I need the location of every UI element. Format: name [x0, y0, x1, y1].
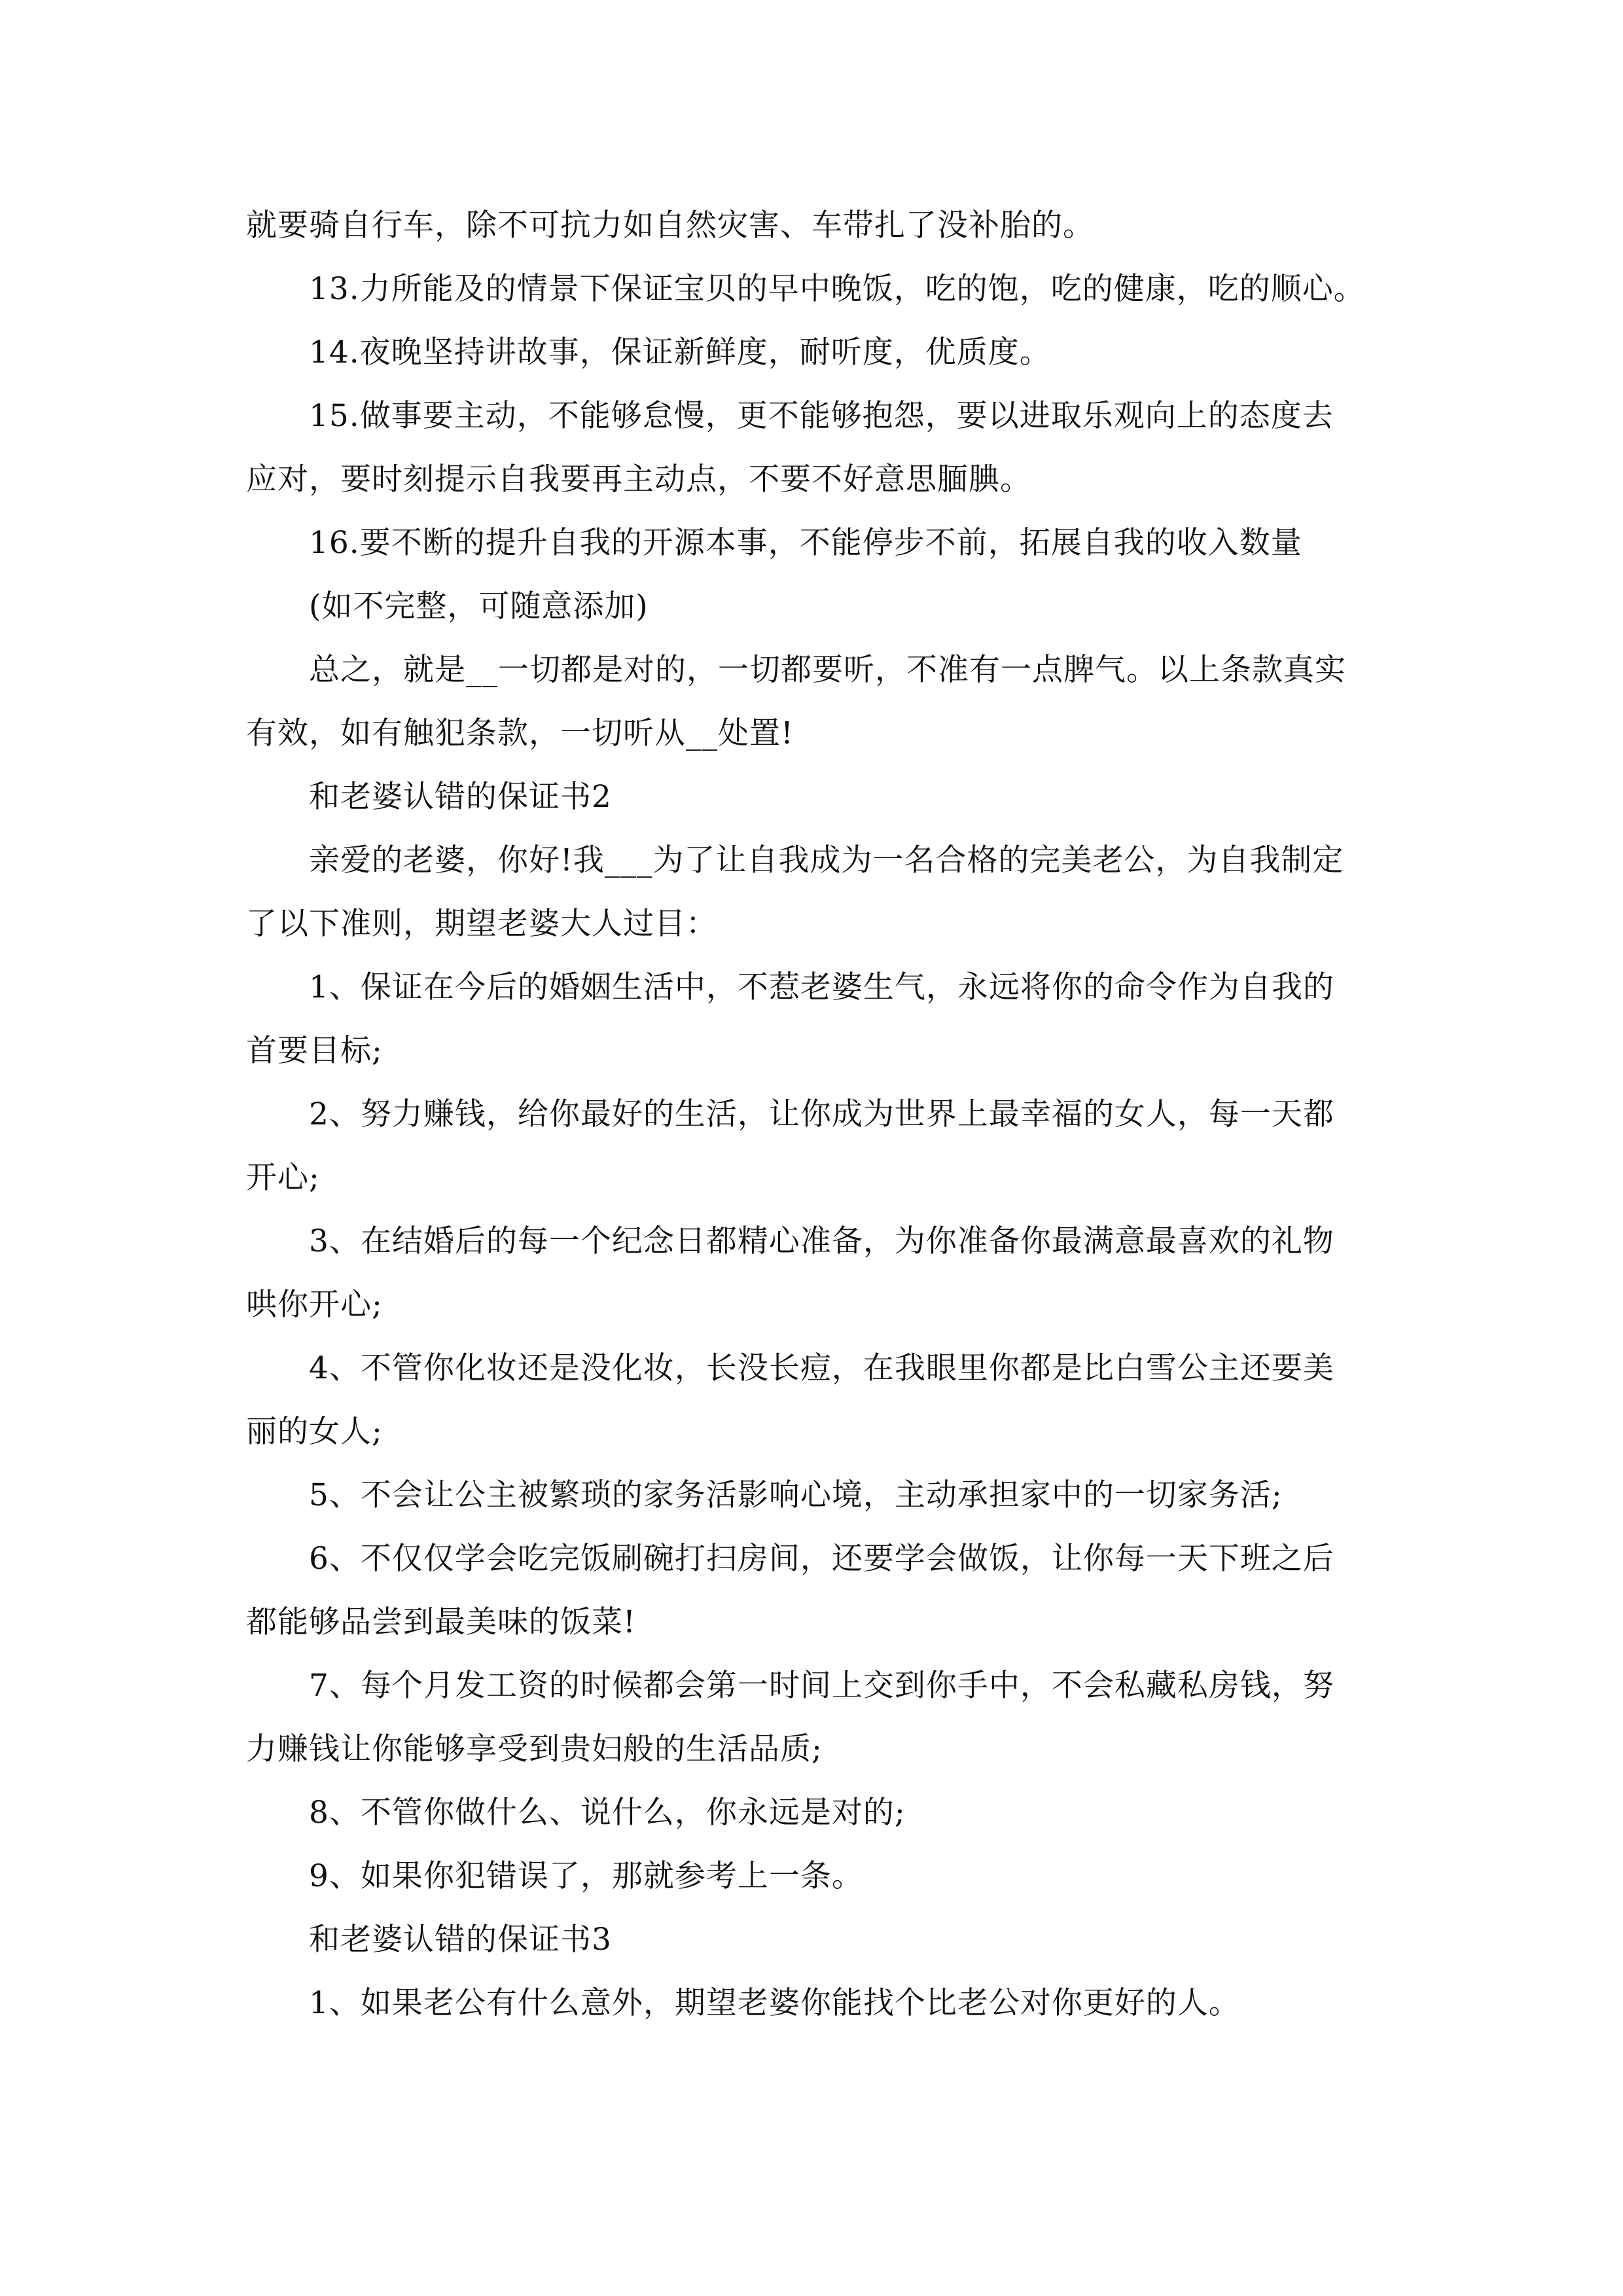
text-line: 有效，如有触犯条款，一切听从__处置!	[246, 715, 794, 751]
text-line: 开心;	[246, 1160, 320, 1196]
text-line: (如不完整，可随意添加)	[309, 588, 649, 624]
text-line: 就要骑自行车，除不可抗力如自然灾害、车带扎了没补胎的。	[246, 207, 1094, 243]
text-line: 2、努力赚钱，给你最好的生活，让你成为世界上最幸福的女人，每一天都	[309, 1096, 1334, 1132]
text-line: 7、每个月发工资的时候都会第一时间上交到你手中，不会私藏私房钱，努	[309, 1668, 1334, 1704]
text-line: 3、在结婚后的每一个纪念日都精心准备，为你准备你最满意最喜欢的礼物	[309, 1223, 1334, 1259]
text-line: 5、不会让公主被繁琐的家务活影响心境，主动承担家中的一切家务活;	[309, 1477, 1283, 1513]
text-line: 6、不仅仅学会吃完饭刷碗打扫房间，还要学会做饭，让你每一天下班之后	[309, 1541, 1334, 1577]
text-line: 首要目标;	[246, 1033, 383, 1069]
text-line: 4、不管你化妆还是没化妆，长没长痘，在我眼里你都是比白雪公主还要美	[309, 1350, 1334, 1386]
text-line: 亲爱的老婆，你好!我___为了让自我成为一名合格的完美老公，为自我制定	[309, 842, 1344, 878]
text-line: 力赚钱让你能够享受到贵妇般的生活品质;	[246, 1731, 823, 1767]
text-line: 14.夜晚坚持讲故事，保证新鲜度，耐听度，优质度。	[309, 334, 1051, 370]
text-line: 哄你开心;	[246, 1287, 383, 1323]
text-line: 15.做事要主动，不能够怠慢，更不能够抱怨，要以进取乐观向上的态度去	[309, 398, 1334, 434]
text-line: 1、如果老公有什么意外，期望老婆你能找个比老公对你更好的人。	[309, 1985, 1240, 2021]
text-line: 16.要不断的提升自我的开源本事，不能停步不前，拓展自我的收入数量	[309, 525, 1302, 561]
document-body	[246, 194, 1398, 2035]
text-line: 都能够品尝到最美味的饭菜!	[246, 1604, 636, 1640]
text-line: 丽的女人;	[246, 1414, 383, 1450]
section-heading: 和老婆认错的保证书3	[309, 1922, 612, 1958]
section-heading: 和老婆认错的保证书2	[309, 779, 612, 815]
text-line: 总之，就是__一切都是对的，一切都要听，不准有一点脾气。以上条款真实	[309, 652, 1346, 688]
text-line: 9、如果你犯错误了，那就参考上一条。	[309, 1858, 863, 1894]
text-line: 13.力所能及的情景下保证宝贝的早中晚饭，吃的饱，吃的健康，吃的顺心。	[309, 271, 1365, 307]
text-line: 了以下准则，期望老婆大人过目：	[246, 906, 717, 942]
text-line: 应对，要时刻提示自我要再主动点，不要不好意思腼腆。	[246, 461, 1031, 497]
text-line: 1、保证在今后的婚姻生活中，不惹老婆生气，永远将你的命令作为自我的	[309, 969, 1334, 1005]
text-line: 8、不管你做什么、说什么，你永远是对的;	[309, 1795, 906, 1831]
